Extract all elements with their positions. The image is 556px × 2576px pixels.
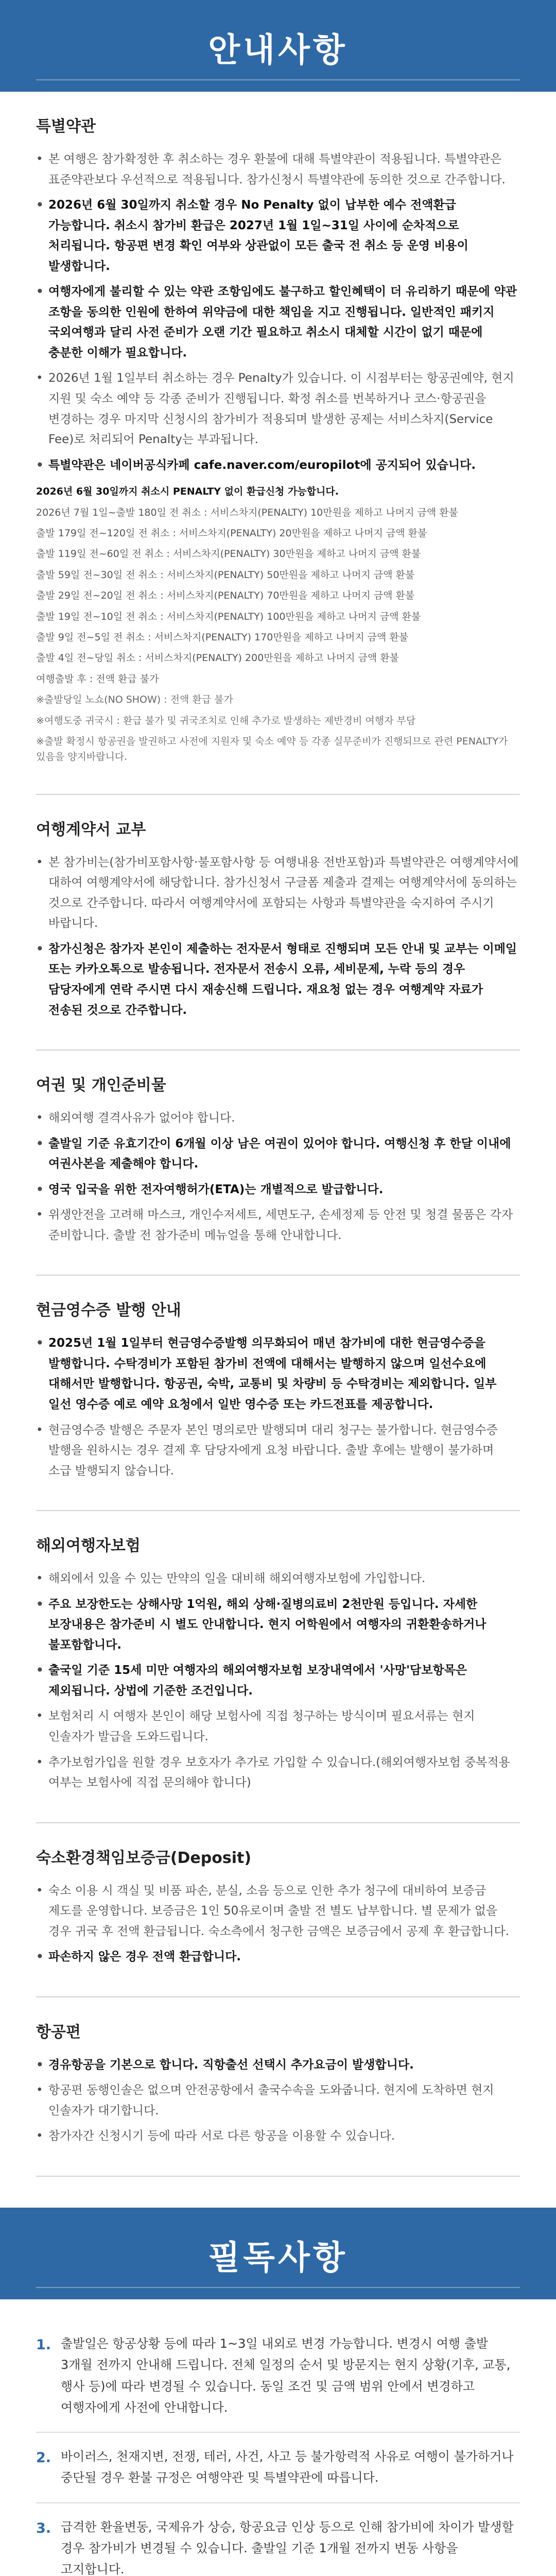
notice-header (0, 0, 556, 92)
notice-item: • 출발일 기준 유효기간이 6개월 이상 남은 여권이 있어야 합니다. 여행신청 후 한달 이내에 여권사본을 제출해야 합니다. (36, 1134, 520, 1175)
notice-section (36, 795, 520, 1050)
notice-section (36, 1050, 520, 1276)
notice-item: • 참가자간 신청시기 등에 따라 서로 다른 항공을 이용할 수 있습니다. (36, 2126, 520, 2147)
notice-section (36, 1823, 520, 1997)
caution-text: 바이러스, 천재지변, 전쟁, 테러, 사건, 사고 등 불가항력적 사유로 여행이 불가하거나 중단될 경우 환불 규정은 여행약관 및 특별약관에 따릅니다. (61, 2449, 514, 2485)
caution-number: 2. (36, 2450, 51, 2466)
caution-item (36, 2433, 520, 2503)
section-list (36, 1569, 520, 1793)
notice-item: 출발 4일 전~당일 취소 : 서비스차지(PENALTY) 200만원을 제하고 나머지 금액 환불 (36, 652, 399, 664)
notice-section (36, 92, 520, 795)
notice-section (36, 1276, 520, 1511)
section-list (36, 149, 520, 765)
section-title: 여권 및 개인준비물 (36, 1076, 166, 1095)
notice-item: 출발 59일 전~30일 전 취소 : 서비스차지(PENALTY) 50만원을 제하고 나머지 금액 환불 (36, 569, 415, 581)
notice-item: ※출발당일 노쇼(NO SHOW) : 전액 환급 불가 (36, 694, 233, 706)
notice-item: • 여행자에게 불리할 수 있는 약관 조항임에도 불구하고 할인혜택이 더 유리하기 때문에 약관 조항을 동의한 인원에 한하여 위약금에 대한 책임을 지고 진행됩니다. 일반적인 패키지 국외여행과 달리 사전 준비가 오랜 기간 필요하고 취소시 대체할 시간이 없기 때문에 충분한 이해가 필요합니다. (36, 282, 520, 363)
notice-item: 출발 29일 전~20일 전 취소 : 서비스차지(PENALTY) 70만원을 제하고 나머지 금액 환불 (36, 590, 415, 602)
caution-text: 출발일은 항공상황 등에 따라 1~3일 내외로 변경 가능합니다. 변경시 여행 출발 3개월 전까지 안내해 드립니다. 전체 일정의 순서 및 방문지는 현지 상황(기후, 교통, 행사 등)에 따라 변경될 수 있습니다. 동일 조건 및 금액 범위 안에서 변경하고 여행자에게 사전에 안내합니다. (61, 2336, 511, 2415)
notice-item: • 해외에서 있을 수 있는 만약의 일을 대비해 해외여행자보험에 가입합니다. (36, 1569, 520, 1589)
notice-item: • 2026년 6월 30일까지 취소할 경우 No Penalty 없이 납부한 예수 전액환급 가능합니다. 취소시 참가비 환급은 2027년 1월 1일~31일 사이에 순차적으로 처리됩니다. 항공편 변경 확인 여부와 상관없이 모든 출국 전 취소 등 운영 비용이 발생합니다. (36, 195, 520, 277)
notice-item: • 경유항공을 기본으로 합니다. 직항출선 선택시 추가요금이 발생합니다. (36, 2055, 520, 2076)
caution-item (36, 2320, 520, 2433)
notice-item: • 본 참가비는(참가비포함사항·불포함사항 등 여행내용 전반포함)과 특별약관은 여행계약서에 대하여 여행계약서에 해당합니다. 참가신청서 구글폼 제출과 결제는 여행계약서에 동의하는 것으로 간주합니다. 따라서 여행계약서에 포함되는 사항과 특별약관을 숙지하여 주시기 바랍니다. (36, 853, 520, 934)
notice-item: 2026년 7월 1일~출발 180일 전 취소 : 서비스차지(PENALTY) 10만원을 제하고 나머지 금액 환불 (36, 506, 459, 518)
notice-item: • 2025년 1월 1일부터 현금영수증발행 의무화되어 매년 참가비에 대한 현금영수증을 발행합니다. 수탁경비가 포함된 참가비 전액에 대해서는 발행하지 않으며 일선수요에 대해서만 발행합니다. 항공권, 숙박, 교통비 및 차량비 등 수탁경비는 제외합니다. 일부 일선 영수증 예로 예약 요청에서 일반 영수증 또는 카드전표를 제공합니다. (36, 1333, 520, 1415)
notice-item: • 참가신청은 참가자 본인이 제출하는 전자문서 형태로 진행되며 모든 안내 및 교부는 이메일 또는 카카오톡으로 발송됩니다. 전자문서 전송시 오류, 세비문제, 누락 등의 경우 담당자에게 연락 주시면 다시 재송신해 드립니다. 재요청 없는 경우 여행계약 자료가 전송된 것으로 간주합니다. (36, 939, 520, 1021)
caution-number: 1. (36, 2337, 51, 2353)
section-list (36, 1333, 520, 1481)
section-title: 항공편 (36, 2023, 81, 2041)
notice-item: • 특별약관은 네이버공식카페 cafe.naver.com/europilot에 공지되어 있습니다. (36, 455, 520, 476)
notice-item: • 본 여행은 참가확정한 후 취소하는 경우 환불에 대해 특별약관이 적용됩니다. 특별약관은 표준약관보다 우선적으로 적용됩니다. 참가신청시 특별약관에 동의한 것으로 간주합니다. (36, 149, 520, 190)
notice-item: ※여행도중 귀국시 : 환급 불가 및 귀국조치로 인해 추가로 발생하는 제반경비 여행자 부담 (36, 715, 416, 726)
section-list (36, 1881, 520, 1968)
caution-list (36, 2320, 520, 2576)
caution-item (36, 2503, 520, 2576)
notice-sections (0, 92, 556, 2177)
caution-title: 필독사항 (208, 2239, 348, 2277)
notice-item: • 파손하지 않은 경우 전액 환급합니다. (36, 1947, 520, 1968)
section-title: 현금영수증 발행 안내 (36, 1301, 181, 1320)
notice-item: 여행출발 후 : 전액 환급 불가 (36, 673, 159, 685)
notice-item: • 2026년 1월 1일부터 취소하는 경우 Penalty가 있습니다. 이 시점부터는 항공권예약, 현지 지원 및 숙소 예약 등 각종 준비가 진행됩니다. 확정 취소를 번복하거나 코스·항공권을 변경하는 경우 마지막 신청시의 참가비가 적용되며 발생한 공제는 서비스차지(Service Fee)로 처리되어 Penalty는 부과됩니다. (36, 368, 520, 450)
notice-item: • 주요 보장한도는 상해사망 1억원, 해외 상해·질병의료비 2천만원 등입니다. 자세한 보장내용은 참가준비 시 별도 안내합니다. 현지 어학원에서 여행자의 귀환환송하거나 불포함합니다. (36, 1595, 520, 1656)
caution-number: 3. (36, 2520, 51, 2536)
section-title: 여행계약서 교부 (36, 820, 146, 839)
notice-item: • 숙소 이용 시 객실 및 비품 파손, 분실, 소음 등으로 인한 추가 청구에 대비하여 보증금 제도를 운영합니다. 보증금은 1인 50유로이며 출발 전 별도 납부합니다. 별 문제가 없을 경우 귀국 후 전액 환급됩니다. 숙소측에서 청구한 금액은 보증금에서 공제 후 환급합니다. (36, 1881, 520, 1942)
notice-section (36, 1511, 520, 1823)
section-list (36, 1108, 520, 1246)
section-title: 특별약관 (36, 117, 96, 135)
caution-header (0, 2208, 556, 2299)
notice-item: 출발 119일 전~60일 전 취소 : 서비스차지(PENALTY) 30만원을 제하고 나머지 금액 환불 (36, 548, 421, 560)
notice-item: • 영국 입국을 위한 전자여행허가(ETA)는 개별적으로 발급합니다. (36, 1180, 520, 1200)
notice-item: 출발 179일 전~120일 전 취소 : 서비스차지(PENALTY) 20만원을 제하고 나머지 금액 환불 (36, 527, 427, 539)
notice-item: • 출국일 기준 15세 미만 여행자의 해외여행자보험 보장내역에서 '사망'담보항목은 제외됩니다. 상법에 기준한 조건입니다. (36, 1660, 520, 1701)
notice-item: • 항공편 동행인솔은 없으며 안전공항에서 출국수속을 도와줍니다. 현지에 도착하면 현지 인솔자가 대기합니다. (36, 2080, 520, 2121)
notice-item: 출발 9일 전~5일 전 취소 : 서비스차지(PENALTY) 170만원을 제하고 나머지 금액 환불 (36, 631, 409, 643)
section-list (36, 2055, 520, 2147)
notice-section (36, 1997, 520, 2177)
notice-item: 2026년 6월 30일까지 취소시 PENALTY 없이 환급신청 가능합니다. (36, 486, 339, 498)
notice-item: • 해외여행 결격사유가 없어야 합니다. (36, 1108, 520, 1129)
notice-item: • 추가보험가입을 원할 경우 보호자가 추가로 가입할 수 있습니다.(해외여행자보험 중복적용 여부는 보험사에 직접 문의해야 합니다) (36, 1753, 520, 1793)
notice-item: • 현금영수증 발행은 주문자 본인 명의로만 발행되며 대리 청구는 불가합니다. 현금영수증 발행을 원하시는 경우 결제 후 담당자에게 요청 바랍니다. 출발 후에는 발행이 불가하며 소급 발행되지 않습니다. (36, 1420, 520, 1482)
notice-item: ※출발 확정시 항공권을 발권하고 사전에 지원자 및 숙소 예약 등 각종 실무준비가 진행되므로 관련 PENALTY가 있음을 양지바랍니다. (36, 735, 508, 763)
notice-item: 출발 19일 전~10일 전 취소 : 서비스차지(PENALTY) 100만원을 제하고 나머지 금액 환불 (36, 611, 421, 622)
section-list (36, 853, 520, 1021)
caution-text: 급격한 환율변동, 국제유가 상승, 항공요금 인상 등으로 인해 참가비에 차이가 발생할 경우 참가비가 변경될 수 있습니다. 출발일 기준 1개월 전까지 변동 사항을 고지합니다. (61, 2519, 514, 2576)
notice-item: • 보험처리 시 여행자 본인이 해당 보험사에 직접 청구하는 방식이며 필요서류는 현지 인솔자가 발급을 도와드립니다. (36, 1706, 520, 1747)
notice-title: 안내사항 (208, 31, 348, 70)
notice-item: • 위생안전을 고려해 마스크, 개인수저세트, 세면도구, 손세정제 등 안전 및 청결 물품은 각자 준비합니다. 출발 전 참가준비 메뉴얼을 통해 안내합니다. (36, 1205, 520, 1246)
section-title: 숙소환경책임보증금(Deposit) (36, 1849, 252, 1867)
section-title: 해외여행자보험 (36, 1537, 141, 1555)
